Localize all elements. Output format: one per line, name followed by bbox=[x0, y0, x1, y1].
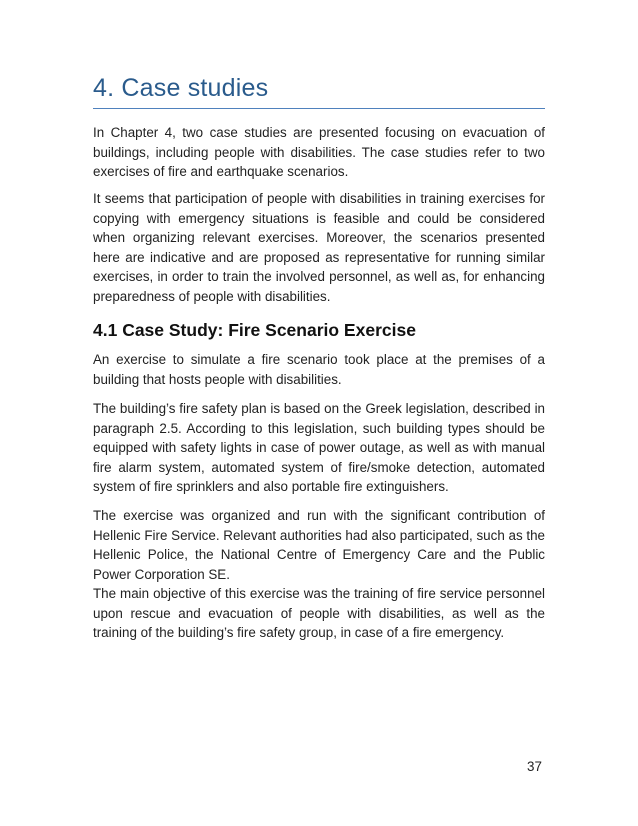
fire-safety-plan-paragraph: The building’s fire safety plan is based on the Greek legislation, described in paragraph 2.5. According to this legislation, such building types should be equipped with safety lights in case of power outage, as well as with manual fire alarm system, automated system of fire/smoke detection, automated system of fire sprinklers and also portable fire extinguishers. bbox=[93, 401, 545, 495]
page-number: 37 bbox=[527, 759, 542, 774]
chapter-title: 4. Case studies bbox=[93, 74, 269, 102]
section-title: 4.1 Case Study: Fire Scenario Exercise bbox=[93, 320, 416, 340]
exercise-organization-paragraph: The exercise was organized and run with the significant contribution of Hellenic Fire Service. Relevant authorities had also participated, such as the Hellenic Police, the National Centre of Emergency Care and the Public Power Corporation SE. bbox=[93, 508, 545, 582]
exercise-objective-paragraph: The main objective of this exercise was the training of fire service personnel upon rescue and evacuation of people with disabilities, as well as the training of the building’s fire safety group, in case of a fire emergency. bbox=[93, 586, 545, 641]
title-underline-rule bbox=[93, 108, 545, 109]
chapter-intro-paragraph: In Chapter 4, two case studies are presented focusing on evacuation of buildings, including people with disabilities. The case studies refer to two exercises of fire and earthquake scenarios. bbox=[93, 125, 545, 180]
chapter-participation-paragraph: It seems that participation of people with disabilities in training exercises for copying with emergency situations is feasible and could be considered when organizing relevant exercises. Moreover, the scenarios presented here are indicative and are proposed as representative for running similar exercises, in order to train the involved personnel, as well as, for enhancing preparedness of people with disabilities. bbox=[93, 191, 545, 304]
section-intro-paragraph: An exercise to simulate a fire scenario took place at the premises of a building that hosts people with disabilities. bbox=[93, 352, 545, 387]
